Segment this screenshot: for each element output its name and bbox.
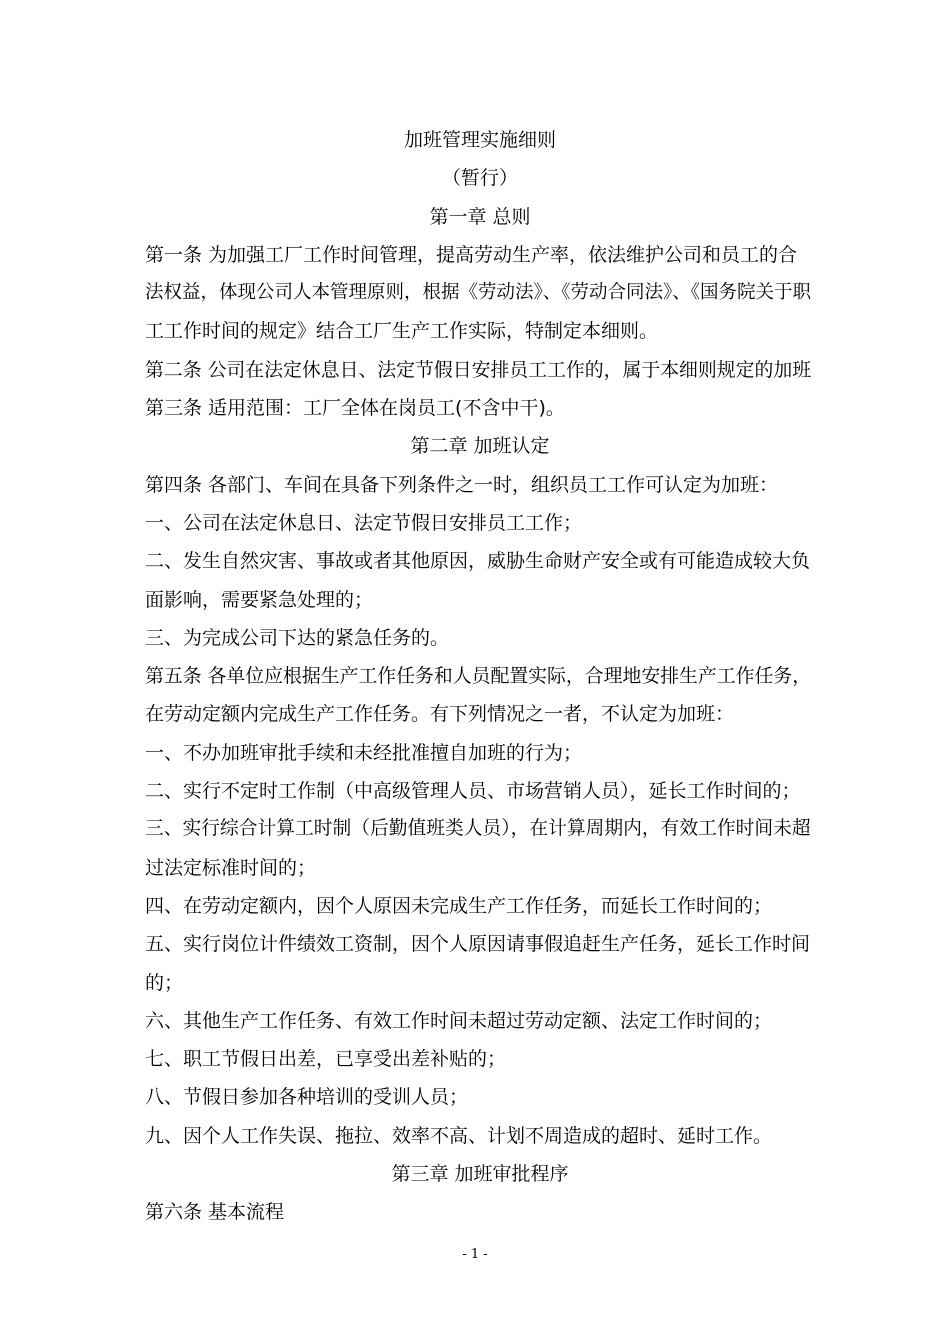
list-item: 一、不办加班审批手续和未经批准擅自加班的行为； [145, 741, 583, 764]
page-number: - 1 - [462, 1247, 488, 1262]
list-item: 八、节假日参加各种培训的受训人员； [145, 1086, 469, 1109]
list-item: 七、职工节假日出差，已享受出差补贴的； [145, 1048, 507, 1071]
list-item: 的； [145, 971, 184, 994]
chapter-heading: 第二章 加班认定 [410, 435, 550, 458]
chapter-heading: 第三章 加班审批程序 [391, 1163, 569, 1186]
list-item: 五、实行岗位计件绩效工资制，因个人原因请事假追赶生产任务，延长工作时间 [145, 933, 811, 956]
list-item: 四、在劳动定额内，因个人原因未完成生产工作任务，而延长工作时间的； [145, 894, 773, 917]
paragraph-line: 第四条 各部门、车间在具备下列条件之一时，组织员工工作可认定为加班： [145, 473, 779, 496]
list-item: 九、因个人工作失误、拖拉、效率不高、计划不周造成的超时、延时工作。 [145, 1124, 773, 1147]
document-body [145, 121, 815, 1232]
paragraph-line: 第二条 公司在法定休息日、法定节假日安排员工工作的，属于本细则规定的加班 [145, 358, 812, 381]
paragraph-line: 在劳动定额内完成生产工作任务。有下列情况之一者，不认定为加班： [145, 703, 735, 726]
list-item: 六、其他生产工作任务、有效工作时间未超过劳动定额、法定工作时间的； [145, 1009, 773, 1032]
list-item: 面影响，需要紧急处理的； [145, 588, 374, 611]
list-item: 三、为完成公司下达的紧急任务的。 [145, 626, 450, 649]
paragraph-line: 工工作时间的规定》结合工厂生产工作实际，特制定本细则。 [145, 320, 659, 343]
paragraph-line [145, 274, 815, 312]
document-title: 加班管理实施细则 [403, 129, 556, 151]
paragraph-line: 第三条 适用范围：工厂全体在岗员工(不含中干)。 [145, 397, 565, 420]
list-item: 过法定标准时间的； [145, 856, 317, 879]
paragraph-line [145, 236, 815, 274]
list-item: 一、公司在法定休息日、法定节假日安排员工工作； [145, 511, 583, 534]
paragraph-line: 第五条 各单位应根据生产工作任务和人员配置实际，合理地安排生产工作任务， [145, 665, 812, 688]
list-item: 二、发生自然灾害、事故或者其他原因，威胁生命财产安全或有可能造成较大负 [145, 550, 811, 573]
list-item: 二、实行不定时工作制（中高级管理人员、市场营销人员），延长工作时间的； [145, 780, 801, 803]
list-item: 三、实行综合计算工时制（后勤值班类人员），在计算周期内，有效工作时间未超 [145, 818, 811, 840]
document-subtitle: （暂行） [441, 167, 518, 190]
text: 法权益，体现公司人本管理原则，根据《劳动法》、《劳动合同法》、《国务院关于职 [145, 282, 811, 304]
text: 第一条 为加强工厂工作时间管理，提高劳动生产率，依法维护公司和员工的合 [145, 243, 798, 266]
chapter-heading: 第一章 总则 [429, 205, 531, 228]
paragraph-line: 第六条 基本流程 [145, 1201, 285, 1224]
